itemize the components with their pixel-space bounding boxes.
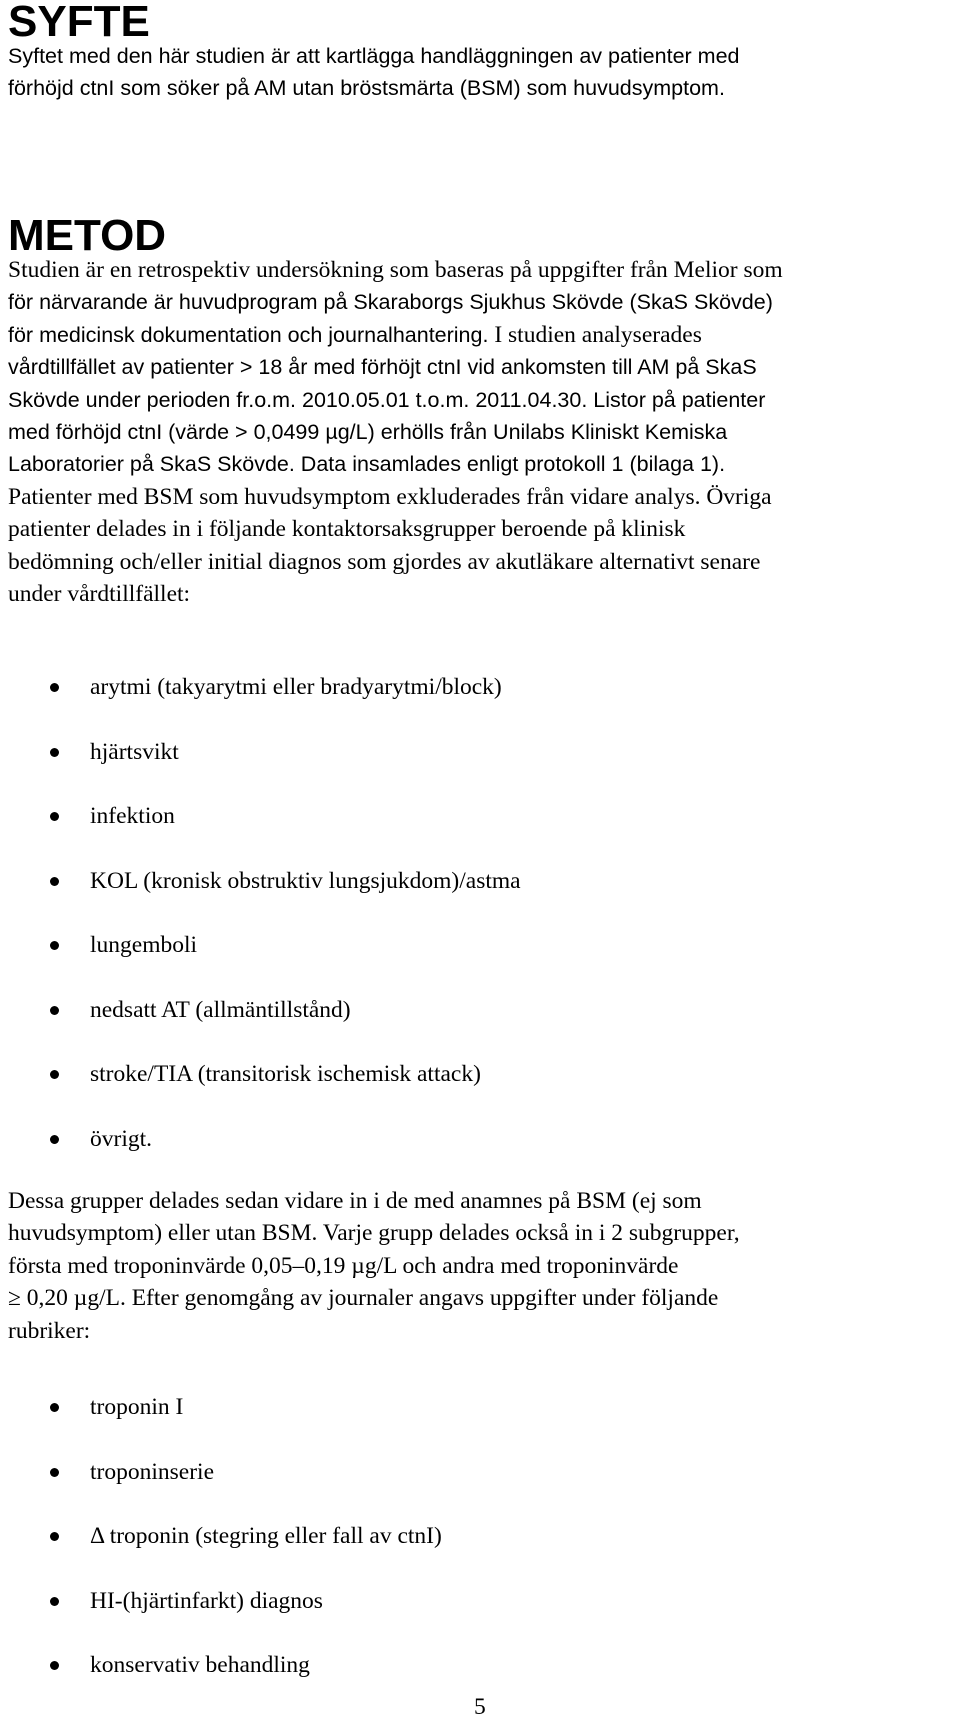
bullet-icon	[50, 941, 59, 950]
syfte-paragraph	[8, 40, 952, 104]
metod-paragraph	[8, 254, 952, 610]
bullet-icon	[50, 1006, 59, 1015]
metod-line: Patienter med BSM som huvudsymptom exkluderades från vidare analys. Övriga	[8, 483, 772, 510]
subgroups-line: huvudsymptom) eller utan BSM. Varje grupp delades också in i 2 subgrupper,	[8, 1220, 740, 1247]
list-item-text: stroke/TIA (transitorisk ischemisk attack)	[90, 1061, 481, 1087]
bullet-icon	[50, 877, 59, 886]
list-item-text: HI-(hjärtinfarkt) diagnos	[90, 1587, 323, 1614]
list-item-text: nedsatt AT (allmäntillstånd)	[90, 996, 351, 1023]
subgroups-line: Dessa grupper delades sedan vidare in i de med anamnes på BSM (ej som	[8, 1188, 702, 1214]
subgroups-line: rubriker:	[8, 1317, 91, 1344]
metod-line-part: för medicinsk dokumentation och journalhantering.	[8, 322, 489, 347]
bullet-icon	[50, 1532, 59, 1541]
list-item-text: infektion	[90, 803, 175, 829]
metod-line: bedömning och/eller initial diagnos som gjordes av akutläkare alternativt senare	[8, 548, 761, 575]
list-item-text: konservativ behandling	[90, 1652, 310, 1678]
list-item-text: lungemboli	[90, 932, 198, 958]
syfte-line: Syftet med den här studien är att kartlägga handläggningen av patienter med	[8, 44, 740, 68]
list-item-text: KOL (kronisk obstruktiv lungsjukdom)/astma	[90, 867, 521, 894]
bullet-icon	[50, 1135, 59, 1144]
subgroups-line: första med troponinvärde 0,05–0,19 µg/L och andra med troponinvärde	[8, 1252, 679, 1279]
metod-line: Laboratorier på SkaS Skövde. Data insamlades enligt protokoll 1 (bilaga 1).	[8, 452, 726, 477]
metod-heading: METOD	[8, 211, 167, 260]
metod-line: för närvarande är huvudprogram på Skaraborgs Sjukhus Skövde (SkaS Skövde)	[8, 290, 773, 315]
list-item-text: troponinserie	[90, 1458, 214, 1485]
page-number: 5	[474, 1694, 486, 1720]
bullet-icon	[50, 683, 59, 692]
bullet-icon	[50, 812, 59, 821]
metod-line: patienter delades in i följande kontaktorsaksgrupper beroende på klinisk	[8, 516, 686, 543]
bullet-icon	[50, 1403, 59, 1412]
bullet-icon	[50, 748, 59, 757]
bullet-icon	[50, 1070, 59, 1079]
list-item-text: Δ troponin (stegring eller fall av ctnI)	[90, 1523, 442, 1549]
metod-line-part: I studien analyserades	[488, 321, 702, 348]
list-item-text: arytmi (takyarytmi eller bradyarytmi/block)	[90, 674, 502, 700]
metod-line: under vårdtillfället:	[8, 581, 191, 608]
syfte-heading: SYFTE	[8, 0, 150, 46]
syfte-line: förhöjd ctnI som söker på AM utan bröstsmärta (BSM) som huvudsymptom.	[8, 76, 725, 100]
metod-line: Studien är en retrospektiv undersökning som baseras på uppgifter från Melior som	[8, 257, 783, 283]
metod-line: Skövde under perioden fr.o.m. 2010.05.01 t.o.m. 2011.04.30. Listor på patienter	[8, 387, 766, 412]
list-item-text: hjärtsvikt	[90, 738, 179, 765]
list-item-text: övrigt.	[90, 1125, 153, 1152]
list-item-text: troponin I	[90, 1394, 184, 1420]
metod-line: vårdtillfället av patienter > 18 år med förhöjt ctnI vid ankomsten till AM på SkaS	[8, 355, 757, 380]
bullet-icon	[50, 1468, 59, 1477]
metod-line	[8, 319, 952, 351]
metod-line: med förhöjd ctnI (värde > 0,0499 µg/L) erhölls från Unilabs Kliniskt Kemiska	[8, 420, 728, 445]
subgroups-paragraph	[8, 1185, 952, 1347]
bullet-icon	[50, 1597, 59, 1606]
bullet-icon	[50, 1661, 59, 1670]
subgroups-line: ≥ 0,20 µg/L. Efter genomgång av journaler angavs uppgifter under följande	[8, 1285, 719, 1312]
